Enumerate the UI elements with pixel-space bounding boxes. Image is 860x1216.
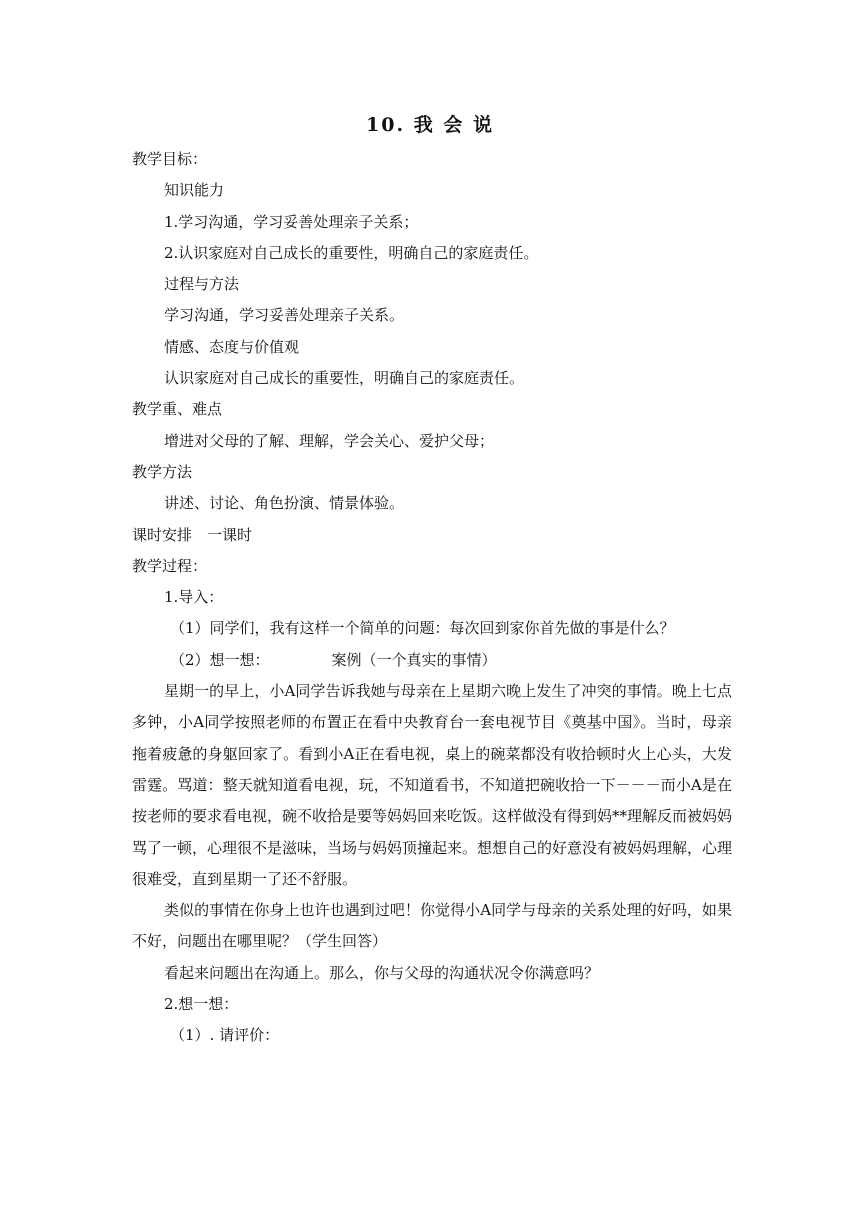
schedule-line: 课时安排 一课时 (132, 525, 253, 544)
question-2-row (132, 645, 732, 676)
question-1: （1）同学们，我有这样一个简单的问题：每次回到家你首先做的事是什么？ (170, 619, 675, 638)
subheading-emotion: 情感、态度与价值观 (164, 337, 300, 356)
case-label: 案例（一个真实的事情） (331, 650, 497, 669)
goal-item-2: 2.认识家庭对自己成长的重要性，明确自己的家庭责任。 (164, 243, 539, 262)
step-evaluate: （1）. 请评价： (170, 1026, 280, 1045)
methods-text: 讲述、讨论、角色扮演、情景体验。 (164, 494, 405, 513)
key-points-text: 增进对父母的了解、理解，学会关心、爱护父母； (164, 431, 495, 450)
heading-methods: 教学方法 (132, 462, 193, 481)
heading-process: 教学过程： (132, 556, 208, 575)
goal-item-1: 1.学习沟通，学习妥善处理亲子关系； (164, 212, 419, 231)
communication-paragraph: 看起来问题出在沟通上。那么，你与父母的沟通状况令你满意吗？ (164, 963, 600, 982)
process-text: 学习沟通，学习妥善处理亲子关系。 (164, 306, 405, 325)
heading-teaching-goals: 教学目标： (132, 150, 208, 168)
subheading-knowledge: 知识能力 (164, 181, 225, 200)
emotion-text: 认识家庭对自己成长的重要性，明确自己的家庭责任。 (164, 369, 525, 388)
step-intro: 1.导入： (164, 588, 224, 607)
case-paragraph: 星期一的早上，小A同学告诉我她与母亲在上星期六晚上发生了冲突的事情。晚上七点多钟，小A同学按照老师的布置正在看中央教育台一套电视节目《奠基中国》。当时，母亲拖着疲惫的身躯回家了。看到小A正在看电视，桌上的碗菜都没有收拾顿时火上心头，大发雷霆。骂道：整天就知道看电视，玩，不知道看书，不知道把碗收拾一下－－－而小A是在按老师的要求看电视，碗不收拾是要等妈妈回来吃饭。这样做没有得到妈**理解反而被妈妈骂了一顿，心理很不是滋味，当场与妈妈顶撞起来。想想自己的好意没有被妈妈理解，心理很难受，直到星期一了还不舒服。 (132, 682, 733, 888)
page-title: 10. 我 会 说 (366, 114, 494, 136)
step-think: 2.想一想： (164, 995, 239, 1014)
document-body (132, 144, 732, 1052)
reflection-paragraph: 类似的事情在你身上也许也遇到过吧！你觉得小A同学与母亲的关系处理的好吗，如果不好，问题出在哪里呢？（学生回答） (132, 901, 732, 951)
subheading-process: 过程与方法 (164, 275, 240, 294)
question-2-label: （2）想一想： (170, 650, 270, 669)
heading-key-points: 教学重、难点 (132, 400, 223, 419)
